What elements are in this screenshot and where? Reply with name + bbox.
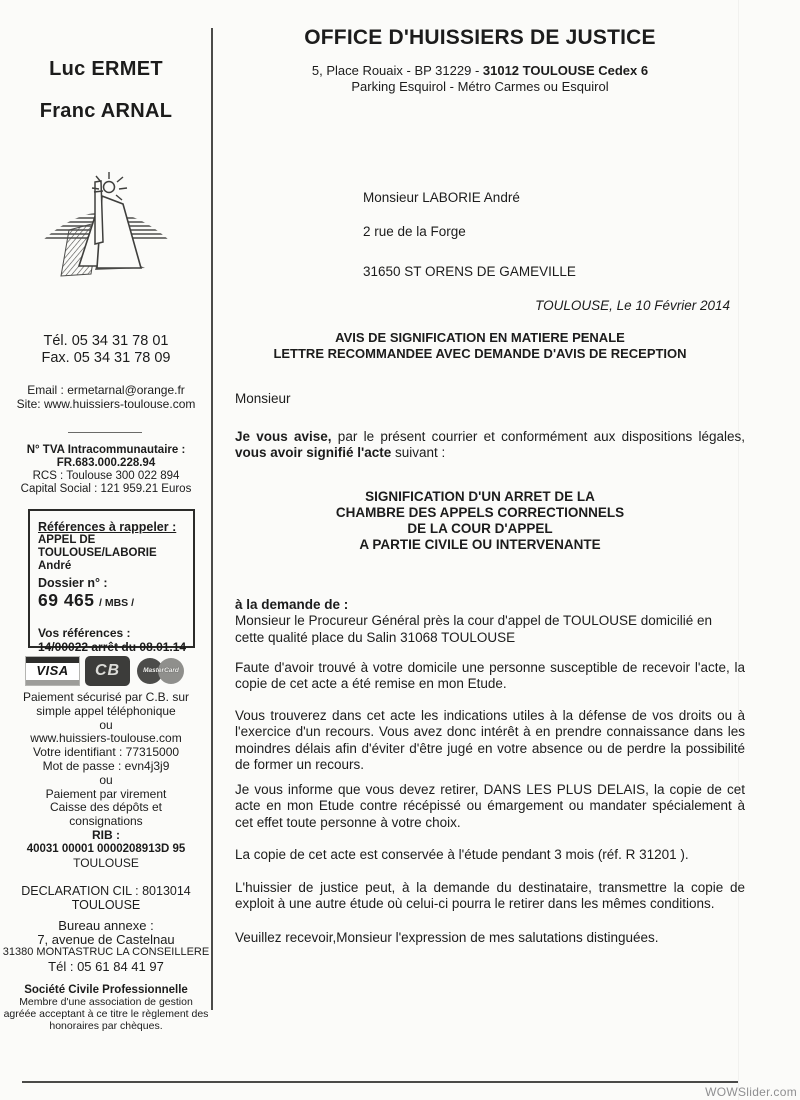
branch-office-block [0, 919, 212, 973]
mastercard-icon [135, 656, 187, 686]
cb-card-icon [85, 656, 130, 686]
scan-bottom-edge [22, 1081, 738, 1083]
recipient-street: 2 rue de la Forge [363, 224, 466, 239]
dossier-suffix: / MBS / [98, 597, 134, 609]
your-references-value: 14/00022 arrêt du 08.01.14 [38, 640, 187, 654]
society-line: honoraires par chèques. [49, 1020, 163, 1032]
rib-label: RIB : [92, 827, 120, 842]
letterhead [200, 26, 760, 95]
society-line: agréée acceptant à ce titre le règlement des [3, 1008, 209, 1020]
payment-identifier: Votre identifiant : 77315000 [32, 745, 180, 760]
notice-text-2: suivant : [391, 445, 446, 461]
office-address-line1 [200, 63, 760, 79]
references-title: Références à rappeler : [38, 520, 177, 534]
office-address [200, 63, 760, 95]
professional-society-block [0, 984, 212, 1032]
capital-social: Capital Social : 121 959.21 Euros [20, 483, 192, 495]
branch-office-street: 7, avenue de Castelnau [37, 931, 175, 947]
your-references-block [38, 626, 189, 654]
subject-line1: AVIS DE SIGNIFICATION EN MATIERE PENALE [335, 330, 625, 345]
visa-card-icon [25, 656, 80, 686]
payment-line: ou [99, 772, 113, 787]
subject-heading [205, 330, 755, 361]
rib-city: TOULOUSE [73, 855, 139, 870]
cil-declaration-city: TOULOUSE [71, 898, 141, 912]
payment-line: ou [99, 717, 113, 732]
office-address-line2: Parking Esquirol - Métro Carmes ou Esquirol [351, 79, 609, 94]
justice-figure-icon [0, 170, 212, 290]
body-paragraph-3: Je vous informe que vous devez retirer, DANS LES PLUS DELAIS, la copie de cet acte en mon Etude contre récépissé ou émargement ou mandater spécialement à cet effet toute personne à votre choix. [235, 782, 745, 830]
fax-number: Fax. 05 34 31 78 09 [41, 350, 171, 366]
dossier-label: Dossier n° : [38, 576, 108, 590]
address-city-bold: 31012 TOULOUSE Cedex 6 [482, 63, 649, 78]
case-reference-line2: André [38, 560, 72, 572]
partner-name-1: Luc ERMET [49, 58, 163, 80]
request-of-label: à la demande de : [235, 597, 349, 612]
branch-office-phone: Tél : 05 61 84 41 97 [48, 958, 164, 974]
case-reference-line1: APPEL DE TOULOUSE/LABORIE [38, 534, 157, 559]
salutation: Monsieur [235, 391, 291, 406]
recipient-name: Monsieur LABORIE André [363, 190, 520, 205]
visa-bottom-bar [26, 680, 79, 685]
payment-line: Caisse des dépôts et [49, 800, 163, 815]
address-normal: 5, Place Rouaix - BP 31229 - [311, 63, 483, 78]
date-line: TOULOUSE, Le 10 Février 2014 [535, 298, 730, 313]
rcs-number: RCS : Toulouse 300 022 894 [32, 470, 180, 482]
rib-number: 40031 00001 0000208913D 95 [26, 842, 186, 855]
phone-number: Tél. 05 34 31 78 01 [43, 333, 169, 349]
visa-wordmark: VISA [36, 663, 69, 678]
payment-line: Paiement sécurisé par C.B. sur [22, 690, 190, 704]
email-address: Email : ermetarnal@orange.fr [27, 383, 185, 397]
payment-cards-row [0, 656, 212, 686]
tva-label: N° TVA Intracommunautaire : [26, 444, 186, 456]
notice-paragraph [235, 429, 745, 462]
payment-website: www.huissiers-toulouse.com [30, 731, 182, 746]
notice-bold-2: vous avoir signifié l'acte [235, 445, 392, 461]
payment-line: simple appel téléphonique [36, 703, 176, 718]
closing-paragraph: Veuillez recevoir,Monsieur l'expression de mes salutations distinguées. [235, 930, 659, 945]
body-paragraph-5: L'huissier de justice peut, à la demande du destinataire, transmettre la copie de exploit à une autre étude où celui-ci pourra le retirer dans les mêmes conditions. [235, 880, 745, 912]
company-legal-block [0, 444, 212, 496]
notice-bold-1: Je vous avise, [235, 429, 332, 444]
subject-line2: LETTRE RECOMMANDEE AVEC DEMANDE D'AVIS DE RECEPTION [273, 345, 687, 361]
society-title: Société Civile Professionnelle [24, 984, 188, 996]
mastercard-wordmark: MasterCard [143, 667, 179, 674]
recipient-city: 31650 ST ORENS DE GAMEVILLE [363, 264, 576, 279]
notice-text-1: par le présent courrier et conformément aux dispositions légales, [331, 429, 745, 444]
partner-name-2: Franc ARNAL [39, 100, 173, 122]
signification-line: DE LA COUR D'APPEL [407, 521, 553, 536]
signification-line: A PARTIE CIVILE OU INTERVENANTE [359, 537, 601, 552]
payment-line: consignations [69, 814, 143, 829]
branch-office-title: Bureau annexe : [58, 918, 154, 933]
body-paragraph-4: La copie de cet acte est conservée à l'étude pendant 3 mois (réf. R 31201 ). [235, 847, 689, 862]
payment-info-block [0, 691, 212, 870]
cil-declaration-block [0, 884, 212, 912]
body-paragraph-1: Faute d'avoir trouvé à votre domicile une personne susceptible de recevoir l'acte, la copie de cet acte a été remise en mon Etude. [235, 660, 745, 692]
branch-office-city: 31380 MONTASTRUC LA CONSEILLERE [2, 946, 210, 958]
request-of-text: Monsieur le Procureur Général près la cour d'appel de TOULOUSE domicilié en cette qualité place du Salin 31068 TOULOUSE [235, 613, 713, 645]
society-line: Membre d'une association de gestion [19, 996, 193, 1008]
recipient-address-block [363, 191, 576, 279]
office-title: OFFICE D'HUISSIERS DE JUSTICE [304, 26, 656, 49]
signification-line: CHAMBRE DES APPELS CORRECTIONNELS [335, 505, 625, 520]
request-of-block [235, 597, 727, 646]
dossier-number-line [38, 590, 189, 611]
signification-heading [205, 489, 755, 553]
cb-wordmark: CB [94, 662, 121, 679]
payment-password: Mot de passe : evn4j3j9 [42, 758, 170, 773]
your-references-label: Vos références : [38, 626, 131, 640]
references-box [28, 509, 195, 654]
payment-line: Paiement par virement [45, 786, 167, 801]
website-url: Site: www.huissiers-toulouse.com [16, 397, 196, 411]
watermark-text: WOWSlider.com [705, 1085, 797, 1099]
dossier-number: 69 465 [38, 590, 95, 610]
cil-declaration-number: DECLARATION CIL : 8013014 [21, 884, 191, 898]
tva-number: FR.683.000.228.94 [56, 457, 156, 469]
section-divider [68, 432, 142, 433]
body-paragraph-2: Vous trouverez dans cet acte les indications utiles à la défense de vos droits ou à l'exercice d'un recours. Vous avez donc intérêt à en prendre connaissance dans les moindres délais afin d'éviter d'être jugé en votre absence ou de perdre la possibilité de former un recours. [235, 708, 745, 772]
phone-block [0, 333, 212, 367]
contact-web-block [0, 383, 212, 411]
signification-line: SIGNIFICATION D'UN ARRET DE LA [365, 489, 595, 504]
